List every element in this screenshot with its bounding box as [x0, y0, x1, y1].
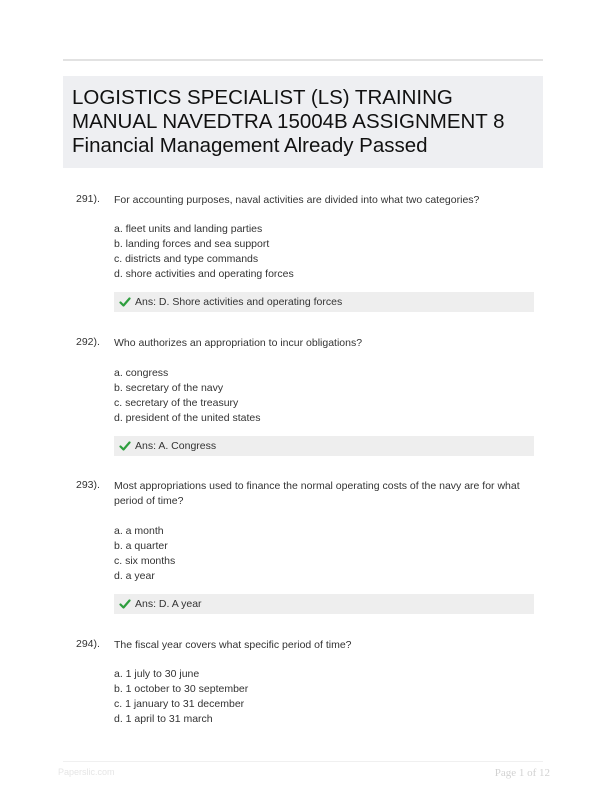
- option-d: d. president of the united states: [114, 412, 261, 424]
- options-list: [114, 366, 261, 426]
- option-c: c. 1 january to 31 december: [114, 698, 245, 710]
- question-text: The fiscal year covers what specific period of time?: [114, 639, 352, 651]
- option-c: c. secretary of the treasury: [114, 397, 239, 409]
- page-indicator: Page 1 of 12: [494, 767, 550, 779]
- question-text: Who authorizes an appropriation to incur obligations?: [114, 337, 363, 349]
- title-banner: [63, 76, 543, 168]
- footer-watermark: Paperslic.com: [58, 767, 115, 777]
- option-b: b. a quarter: [114, 540, 168, 552]
- question-number: 292).: [76, 336, 100, 348]
- option-b: b. secretary of the navy: [114, 382, 224, 394]
- option-a: a. congress: [114, 367, 169, 379]
- option-c: c. six months: [114, 555, 176, 567]
- option-a: a. 1 july to 30 june: [114, 668, 200, 680]
- check-icon: [119, 440, 131, 452]
- question-number: 293).: [76, 479, 100, 491]
- answer-text: Ans: A. Congress: [135, 440, 217, 452]
- question-number: 294).: [76, 638, 100, 650]
- top-divider: [63, 59, 543, 61]
- answer-box: [114, 594, 534, 614]
- answer-text: Ans: D. Shore activities and operating forces: [135, 296, 343, 308]
- options-list: [114, 222, 294, 282]
- options-list: [114, 667, 248, 727]
- question-text: For accounting purposes, naval activities are divided into what two categories?: [114, 194, 480, 206]
- answer-box: [114, 436, 534, 456]
- page-title: LOGISTICS SPECIALIST (LS) TRAINING MANUAL NAVEDTRA 15004B ASSIGNMENT 8 Financial Management Already Passed: [72, 86, 505, 157]
- option-a: a. fleet units and landing parties: [114, 223, 263, 235]
- option-b: b. 1 october to 30 september: [114, 683, 249, 695]
- option-d: d. shore activities and operating forces: [114, 268, 294, 280]
- bottom-divider: [63, 761, 543, 762]
- question-text: Most appropriations used to finance the normal operating costs of the navy are for what period of time?: [114, 480, 520, 507]
- question-number: 291).: [76, 193, 100, 205]
- check-icon: [119, 296, 131, 308]
- option-b: b. landing forces and sea support: [114, 238, 270, 250]
- check-icon: [119, 598, 131, 610]
- option-d: d. a year: [114, 570, 155, 582]
- option-a: a. a month: [114, 525, 164, 537]
- answer-box: [114, 292, 534, 312]
- option-c: c. districts and type commands: [114, 253, 259, 265]
- options-list: [114, 524, 175, 584]
- answer-text: Ans: D. A year: [135, 598, 202, 610]
- option-d: d. 1 april to 31 march: [114, 713, 213, 725]
